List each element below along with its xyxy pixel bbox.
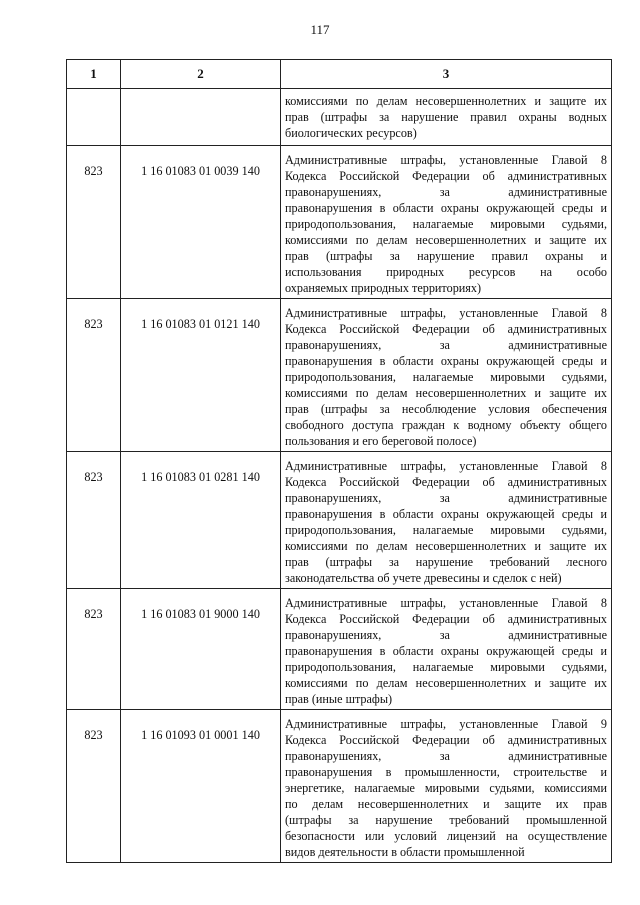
admin-code-cell: 823 xyxy=(67,589,121,710)
admin-code-cell: 823 xyxy=(67,146,121,299)
table-row xyxy=(67,452,612,589)
description-cell xyxy=(281,146,612,299)
description-line: Административные штрафы, установленные Главой 9 xyxy=(285,717,607,731)
description-line: прав (штрафы за нарушение правил охраны и xyxy=(285,249,607,263)
description-line: правонарушения в промышленности, строительстве и xyxy=(285,765,607,779)
description-line: прав (штрафы за несоблюдение условия обеспечения xyxy=(285,402,607,416)
budget-code-cell: 1 16 01083 01 0039 140 xyxy=(121,146,281,299)
table-body xyxy=(67,89,612,863)
description-line: Кодекса Российской Федерации об административных xyxy=(285,475,607,489)
description-line: Административные штрафы, установленные Главой 8 xyxy=(285,306,607,320)
description-line: природопользования, налагаемые мировыми судьями, xyxy=(285,217,607,231)
description-line: природопользования, налагаемые мировыми судьями, xyxy=(285,370,607,384)
description-line: комиссиями по делам несовершеннолетних и защите их xyxy=(285,94,607,108)
description-line: комиссиями по делам несовершеннолетних и защите их xyxy=(285,386,607,400)
kbk-table xyxy=(66,59,612,863)
description-line: Административные штрафы, установленные Главой 8 xyxy=(285,596,607,610)
description-line: прав (иные штрафы) xyxy=(285,692,393,706)
description-line: использования природных ресурсов на особо xyxy=(285,265,607,279)
budget-code-cell: 1 16 01093 01 0001 140 xyxy=(121,710,281,863)
description-line: биологических ресурсов) xyxy=(285,126,417,140)
description-line: безопасности или условий лицензий на осуществление xyxy=(285,829,607,843)
description-line: комиссиями по делам несовершеннолетних и защите их xyxy=(285,233,607,247)
description-line: комиссиями по делам несовершеннолетних и защите их xyxy=(285,539,607,553)
description-line: (штрафы за нарушение требований промышленной xyxy=(285,813,607,827)
page-number: 117 xyxy=(310,22,330,37)
description-line: видов деятельности в области промышленной xyxy=(285,845,525,859)
description-line: Кодекса Российской Федерации об административных xyxy=(285,169,607,183)
admin-code-cell: 823 xyxy=(67,710,121,863)
description-line: прав (штрафы за нарушение правил охраны водных xyxy=(285,110,607,124)
description-line: законодательства об учете древесины и сделок с ней) xyxy=(285,571,562,585)
table-row xyxy=(67,589,612,710)
table-header-row xyxy=(67,60,612,89)
description-line: комиссиями по делам несовершеннолетних и защите их xyxy=(285,676,607,690)
description-cell xyxy=(281,710,612,863)
description-line: охраняемых природных территориях) xyxy=(285,281,482,295)
description-line: правонарушения в области охраны окружающей среды и xyxy=(285,354,607,368)
description-line: прав (штрафы за нарушение требований лесного xyxy=(285,555,607,569)
table-row xyxy=(67,89,612,146)
description-line: свободного доступа граждан к водному объекту общего xyxy=(285,418,607,432)
description-cell xyxy=(281,589,612,710)
budget-code-cell: 1 16 01083 01 9000 140 xyxy=(121,589,281,710)
description-line: Кодекса Российской Федерации об административных xyxy=(285,612,607,626)
description-line: природопользования, налагаемые мировыми судьями, xyxy=(285,660,607,674)
description-line: правонарушениях, за административные xyxy=(285,185,607,199)
description-line: Кодекса Российской Федерации об административных xyxy=(285,733,607,747)
admin-code-cell: 823 xyxy=(67,452,121,589)
description-line: Административные штрафы, установленные Главой 8 xyxy=(285,459,607,473)
description-line: правонарушения в области охраны окружающей среды и xyxy=(285,201,607,215)
admin-code-cell: 823 xyxy=(67,299,121,452)
description-line: по делам несовершеннолетних и защите их прав xyxy=(285,797,607,811)
description-cell xyxy=(281,452,612,589)
budget-code-cell xyxy=(121,89,281,146)
description-line: Административные штрафы, установленные Главой 8 xyxy=(285,153,607,167)
table-row xyxy=(67,299,612,452)
description-line: природопользования, налагаемые мировыми судьями, xyxy=(285,523,607,537)
header-col-1: 1 xyxy=(67,60,121,89)
admin-code-cell xyxy=(67,89,121,146)
budget-code-cell: 1 16 01083 01 0121 140 xyxy=(121,299,281,452)
header-col-3: 3 xyxy=(281,60,612,89)
budget-code-cell: 1 16 01083 01 0281 140 xyxy=(121,452,281,589)
description-line: правонарушениях, за административные xyxy=(285,338,607,352)
table-row xyxy=(67,146,612,299)
header-col-2: 2 xyxy=(121,60,281,89)
description-line: правонарушениях, за административные xyxy=(285,628,607,642)
description-line: правонарушения в области охраны окружающей среды и xyxy=(285,507,607,521)
description-line: правонарушениях, за административные xyxy=(285,749,607,763)
description-line: Кодекса Российской Федерации об административных xyxy=(285,322,607,336)
description-cell xyxy=(281,89,612,146)
description-line: энергетике, налагаемые мировыми судьями, комиссиями xyxy=(285,781,607,795)
description-cell xyxy=(281,299,612,452)
description-line: пользования и его береговой полосе) xyxy=(285,434,477,448)
description-line: правонарушения в области охраны окружающей среды и xyxy=(285,644,607,658)
table-row xyxy=(67,710,612,863)
description-line: правонарушениях, за административные xyxy=(285,491,607,505)
